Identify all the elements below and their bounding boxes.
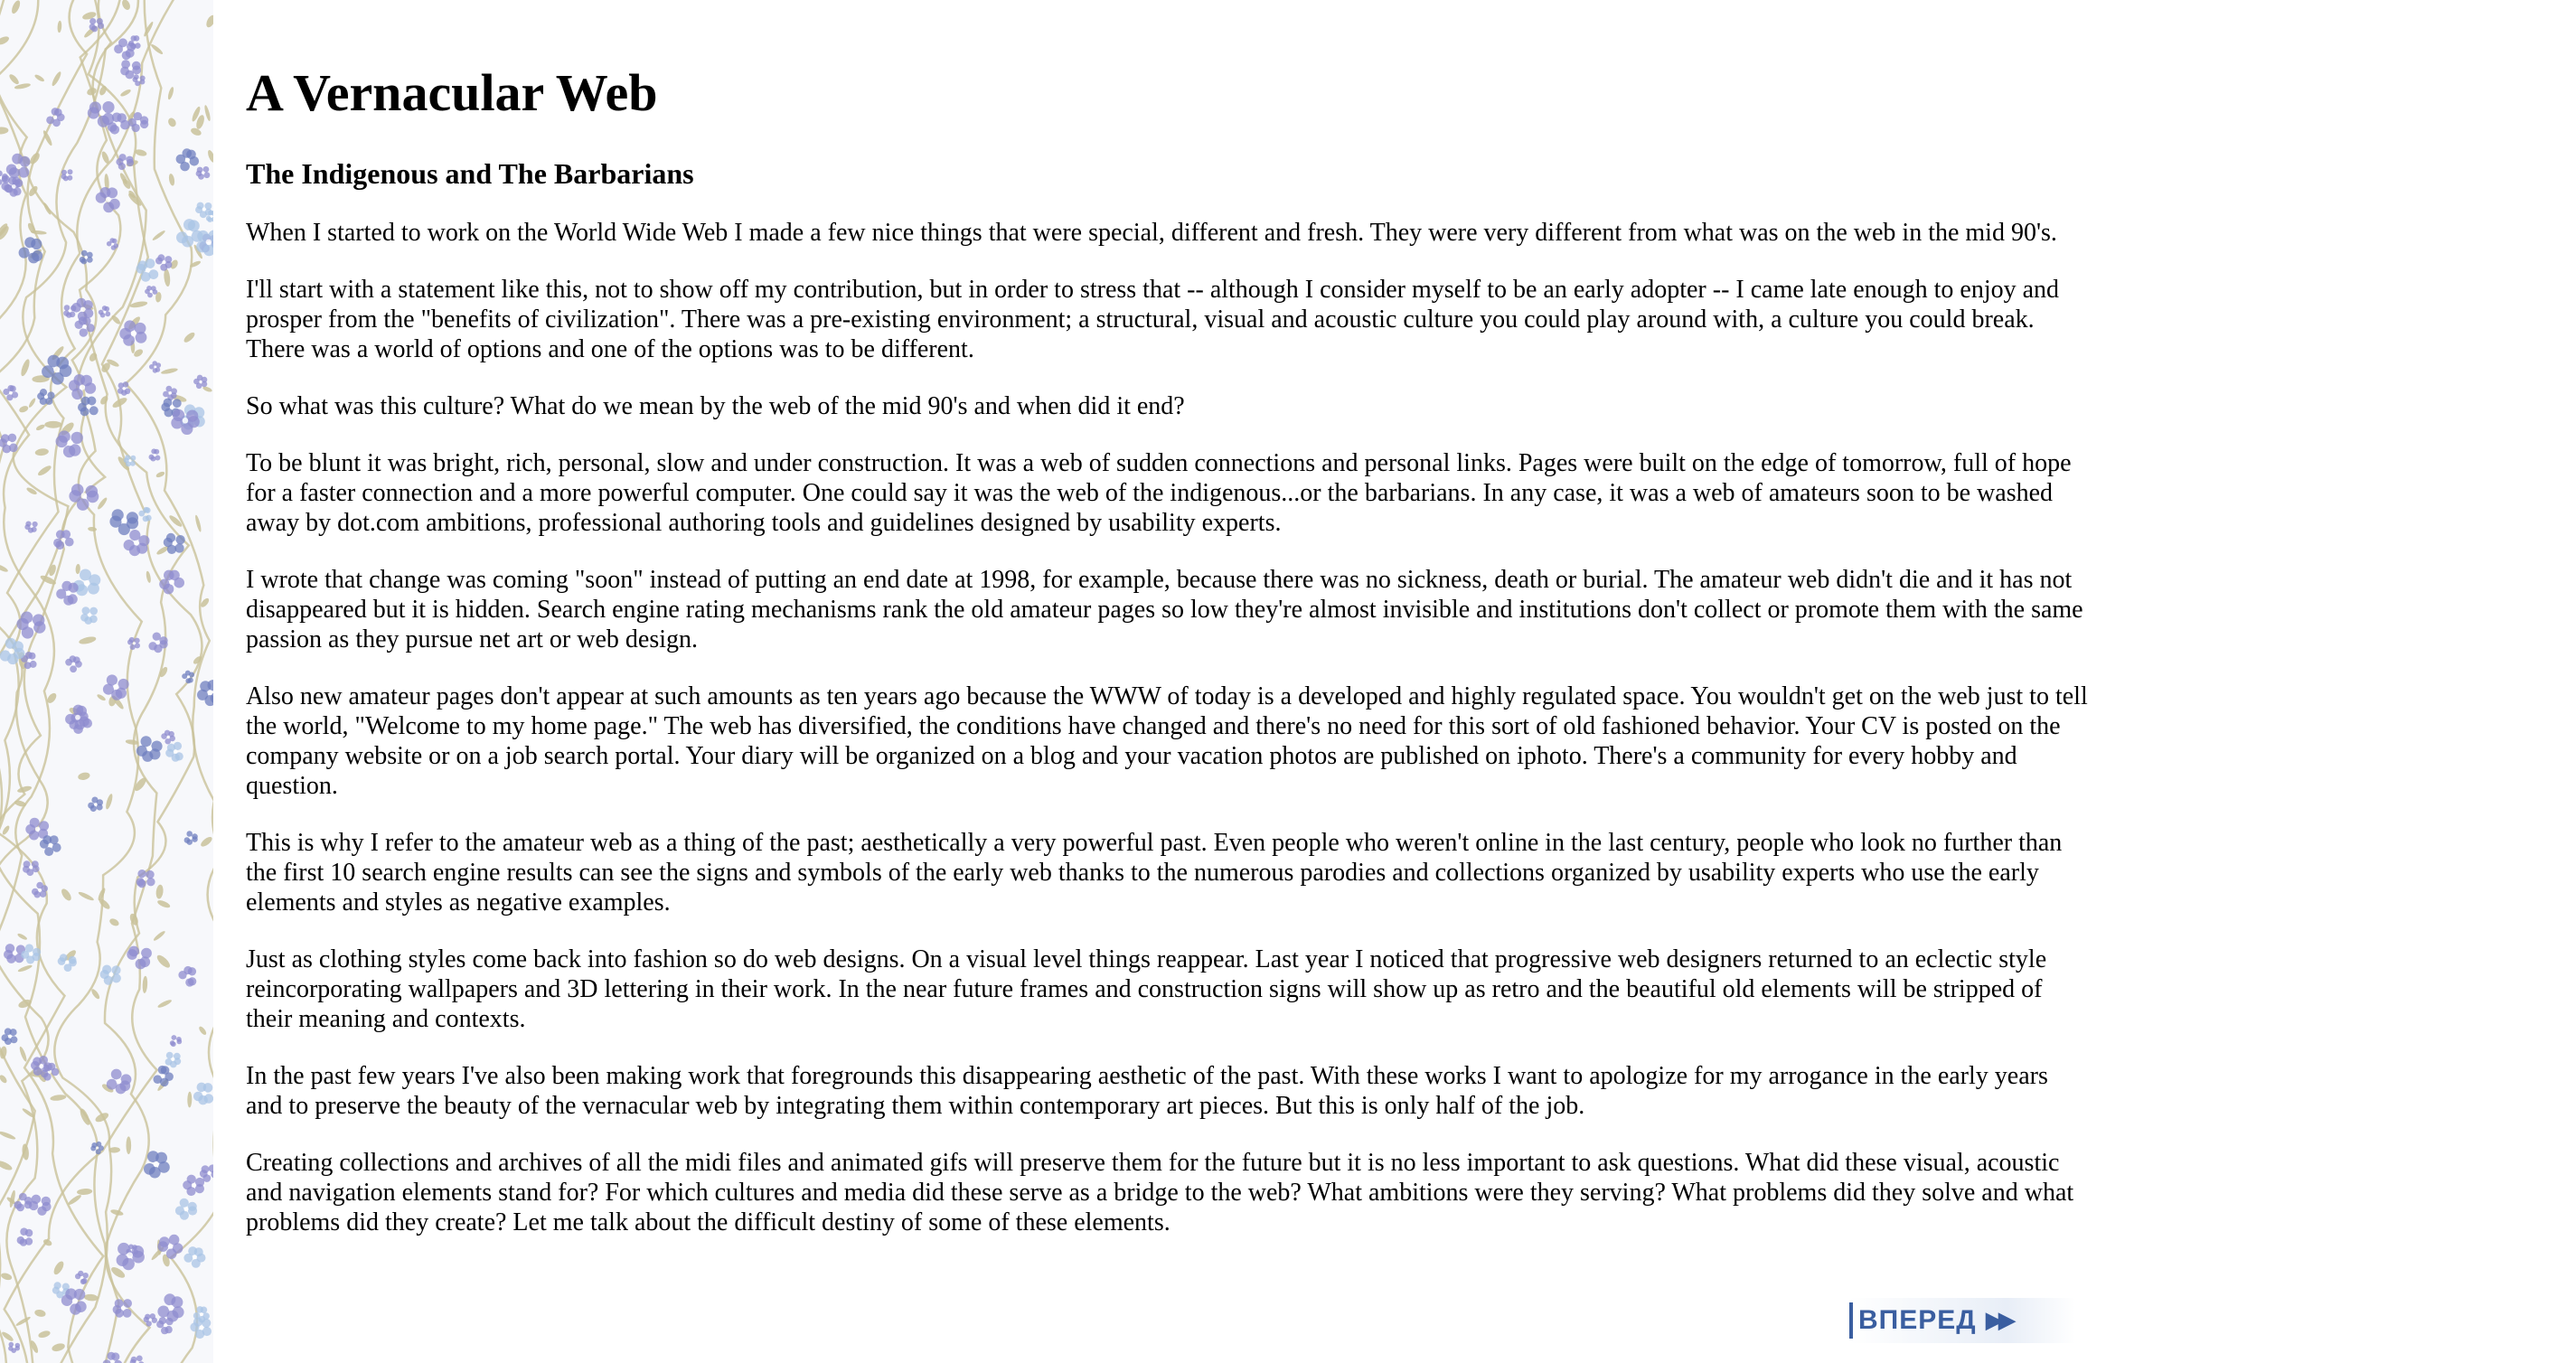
wallpaper-leaf [75,564,80,575]
wallpaper-flower [165,1052,182,1068]
paragraph-2: I'll start with a statement like this, not to show off my contribution, but in order to stress that -- although I consider myself to be an early adopter -- I came late enough to enjoy and prosper from the "benefits of civilization". There was a pre-existing environment; a structural, visual and acoustic culture you could play around with, a culture you could break. There was a world of options and one of the options was to be different. [246,276,2060,364]
wallpaper-leaf [0,1046,7,1059]
wallpaper-leaf [17,933,28,941]
wallpaper-flower [182,671,194,684]
wallpaper-leaf [120,0,131,11]
wallpaper-leaf [98,898,111,911]
wallpaper-leaf [78,890,95,902]
wallpaper-leaf [128,912,139,926]
wallpaper-flower [65,705,89,730]
wallpaper-flower [144,1151,170,1178]
wallpaper-leaf [161,367,179,375]
wallpaper-flower [195,202,212,219]
wallpaper-flower [164,533,185,554]
wallpaper-leaf [127,1136,132,1154]
wallpaper-flower [88,797,103,813]
wallpaper-leaf [34,448,49,456]
wallpaper-leaf [0,563,9,573]
paragraph-4: To be blunt it was bright, rich, personal, slow and under construction. It was a web of sudden connections and personal links. Pages were built on the edge of tomorrow, full of hope for a faster connection and a more powerful computer. One could say it was the web of the indigenous...or the barbarians. In any case, it was a web of amateurs soon to be washed away by dot.com ambitions, professional authoring tools and guidelines designed by usability experts. [246,449,2072,538]
wallpaper-flower [193,375,207,390]
wallpaper-leaf [198,1025,208,1036]
wallpaper-flower [2,1028,18,1045]
wallpaper-flower [118,381,130,396]
wallpaper-leaf [155,884,165,899]
wallpaper-leaf [199,835,213,848]
paragraph-6: Also new amateur pages don't appear at such amounts as ten years ago because the WWW of today is a developed and highly regulated space. You wouldn't get on the web just to tell the world, "Welcome to my home page." The web has diversified, the conditions have changed and there's no need for this sort of old fashioned behavior. Your CV is posted on the company website or on a job search portal. Your diary will be organized on a blog and your vacation photos are published on iphoto. There's a community for every hobby and question. [246,682,2088,801]
wallpaper-leaf [33,73,45,82]
wallpaper-flower [184,831,198,845]
wallpaper-leaf [42,202,52,215]
wallpaper-flower [170,1035,182,1047]
wallpaper-flower [149,361,161,373]
wallpaper-leaf [10,0,22,14]
button-bar-icon [1849,1302,1853,1339]
wallpaper-leaf [150,43,165,56]
paragraph-1: When I started to work on the World Wide Web I made a few nice things that were special, different and fresh. They were very different from what was on the web in the mid 90's. [246,219,2057,248]
wallpaper-flower [183,1246,205,1268]
wallpaper-leaf [203,105,212,122]
wallpaper-leaf [99,395,109,406]
wallpaper-flower [196,166,211,180]
wallpaper-leaf [152,230,166,242]
wallpaper-flower [58,954,77,972]
wallpaper-leaf [88,526,97,531]
wallpaper-flower [130,1356,145,1363]
wallpaper-leaf [50,1094,67,1101]
wallpaper-leaf [8,73,21,86]
wallpaper-flower [69,374,96,400]
wallpaper-flower [163,386,177,400]
wallpaper-flower [116,154,134,170]
wallpaper-flower [96,187,120,212]
wallpaper-flower [14,1193,32,1212]
paragraph-8: Just as clothing styles come back into fashion so do web designs. On a visual level things reappear. Last year I noticed that progressive web designers returned to an eclectic style reincorporating wallpapers and 3D lettering in their work. In the near future frames and construction signs will show up as retro and the beautiful old elements will be stripped of their meaning and contexts. [246,945,2047,1034]
paragraph-5: I wrote that change was coming "soon" instead of putting an end date at 1998, for example, because there was no sickness, death or burial. The amateur web didn't die and it has not disappeared but it is hidden. Search engine rating mechanisms rank the old amateur pages so low they're almost invisible and institutions don't collect or promote them with the same passion as they pursue net art or web design. [246,566,2083,654]
wallpaper-flower [138,507,151,522]
wallpaper-leaf [20,358,32,377]
wallpaper-flower [61,169,73,181]
wallpaper-flower [155,254,172,271]
wallpaper-leaf [167,87,175,100]
wallpaper-leaf [77,1189,93,1196]
wallpaper-flower [193,1083,213,1105]
wallpaper-flower [56,581,78,606]
wallpaper-flower [183,1175,204,1197]
wallpaper-leaf [156,899,171,909]
next-button-label: ВПЕРЕД [1858,1305,1977,1335]
page-title: A Vernacular Web [246,63,658,122]
wallpaper-flower [149,448,161,461]
wallpaper-flower [145,286,157,297]
wallpaper-flower [53,530,74,550]
wallpaper-leaf [0,1159,14,1171]
wallpaper-leaf [79,635,97,645]
wallpaper-leaf [206,149,213,164]
wallpaper-flower [100,965,121,985]
wallpaper-leaf [187,1092,192,1108]
paragraph-3: So what was this culture? What do we mean by the web of the mid 90's and when did it end? [246,392,1185,421]
wallpaper-leaf [204,14,213,29]
wallpaper-leaf [190,127,202,137]
wallpaper-flower [103,674,129,700]
wallpaper-leaf [15,1316,32,1328]
wallpaper-leaf [17,964,33,973]
wallpaper-leaf [0,35,10,47]
wallpaper-flower [46,108,64,127]
wallpaper-leaf [78,771,91,781]
wallpaper-leaf [168,174,175,186]
wallpaper-leaf [52,1260,65,1276]
wallpaper-flower [158,1235,183,1259]
wallpaper-leaf [105,794,114,811]
wallpaper-leaf [37,464,53,477]
wallpaper-flower [80,606,98,625]
wallpaper-leaf [166,117,177,128]
wallpaper-leaf [28,398,37,409]
wallpaper-leaf [142,976,147,993]
wallpaper-leaf [129,300,148,308]
wallpaper-leaf [44,421,61,428]
wallpaper-flower [178,966,196,987]
wallpaper-leaf [35,423,46,431]
double-arrow-right-icon: ▶▶ [1985,1307,2011,1334]
wallpaper-flower [17,1227,33,1246]
wallpaper-leaf [67,1193,82,1206]
wallpaper-leaf [57,21,62,33]
wallpaper-leaf [84,1293,99,1302]
wallpaper-flower [6,154,31,178]
wallpaper-leaf [155,954,173,970]
wallpaper-leaf [194,514,202,532]
wallpaper-leaf [119,89,132,98]
wallpaper-leaf [38,1330,52,1339]
wallpaper-flower [197,680,213,706]
wallpaper-leaf [157,999,173,1010]
paragraph-10: Creating collections and archives of all the midi files and animated gifs will preserve them for the future but it is no less important to ask questions. What did these visual, acoustic and navigation elements stand for? For which cultures and media did these serve as a bridge to the web? What ambitions were they serving? What problems did they solve and what problems did they create? Let me talk about the difficult destiny of some of these elements. [246,1149,2074,1237]
wallpaper-flower [71,298,93,322]
wallpaper-leaf [0,1074,8,1085]
wallpaper-leaf [18,405,29,414]
wallpaper-flower [0,434,18,454]
wallpaper-flower [89,18,105,32]
wallpaper-flower [161,730,175,745]
wallpaper-leaf [0,127,9,135]
wallpaper-flower [75,1271,89,1284]
article [246,63,2090,1264]
wallpaper-flower [119,320,146,345]
wallpaper-leaf [60,888,73,903]
wallpaper-leaf [51,1342,65,1353]
wallpaper-flower [24,522,37,533]
next-button[interactable] [1849,1298,2075,1343]
wallpaper-flower [176,148,200,171]
wallpaper-flower [103,1352,123,1363]
wallpaper-leaf [51,70,62,87]
wallpaper-flower [16,612,45,639]
wallpaper-flower [175,1198,197,1220]
wallpaper-flower [165,742,183,762]
paragraph-7: This is why I refer to the amateur web as a thing of the past; aesthetically a very powerful past. Even people who weren't online in the last century, people who look no further than the first 10 search engine results can see the signs and symbols of the early web thanks to the numerous parodies and collections organized by usability experts who use the early elements and styles as negative examples. [246,829,2063,917]
wallpaper-leaf [34,1309,47,1318]
wallpaper-leaf [96,693,106,701]
wallpaper-flower [55,430,82,457]
page-subtitle: The Indigenous and The Barbarians [246,156,694,190]
wallpaper-flower [65,655,82,672]
wallpaper-leaf [153,930,166,942]
wallpaper-flower [136,736,163,762]
wallpaper-flower [8,1342,20,1353]
wallpaper-flower [136,870,155,888]
wallpaper-flower [127,946,152,970]
wallpaper-leaf [18,1046,28,1062]
wallpaper-leaf [1,824,11,835]
wallpaper-leaf [0,1130,16,1141]
wallpaper-flower [127,637,140,650]
wallpaper-leaf [163,268,171,287]
wallpaper-leaf [0,1272,13,1281]
wallpaper-leaf [110,314,121,325]
wallpaper-flower [37,389,55,405]
wallpaper-flower [29,1195,52,1216]
wallpaper-leaf [90,988,101,1001]
floral-wallpaper [0,0,213,1363]
wallpaper-flower [99,306,110,317]
wallpaper-leaf [183,331,196,344]
wallpaper-leaf [108,917,120,927]
wallpaper-leaf [155,471,165,479]
wallpaper-leaf [146,570,152,583]
wallpaper-flower [133,74,146,86]
paragraph-9: In the past few years I've also been making work that foregrounds this disappearing aesthetic of the past. With these works I want to apologize for my arrogance in the early years and to preserve the beauty of the vernacular web by integrating them within contemporary art pieces. But this is only half of the job. [246,1062,2048,1121]
